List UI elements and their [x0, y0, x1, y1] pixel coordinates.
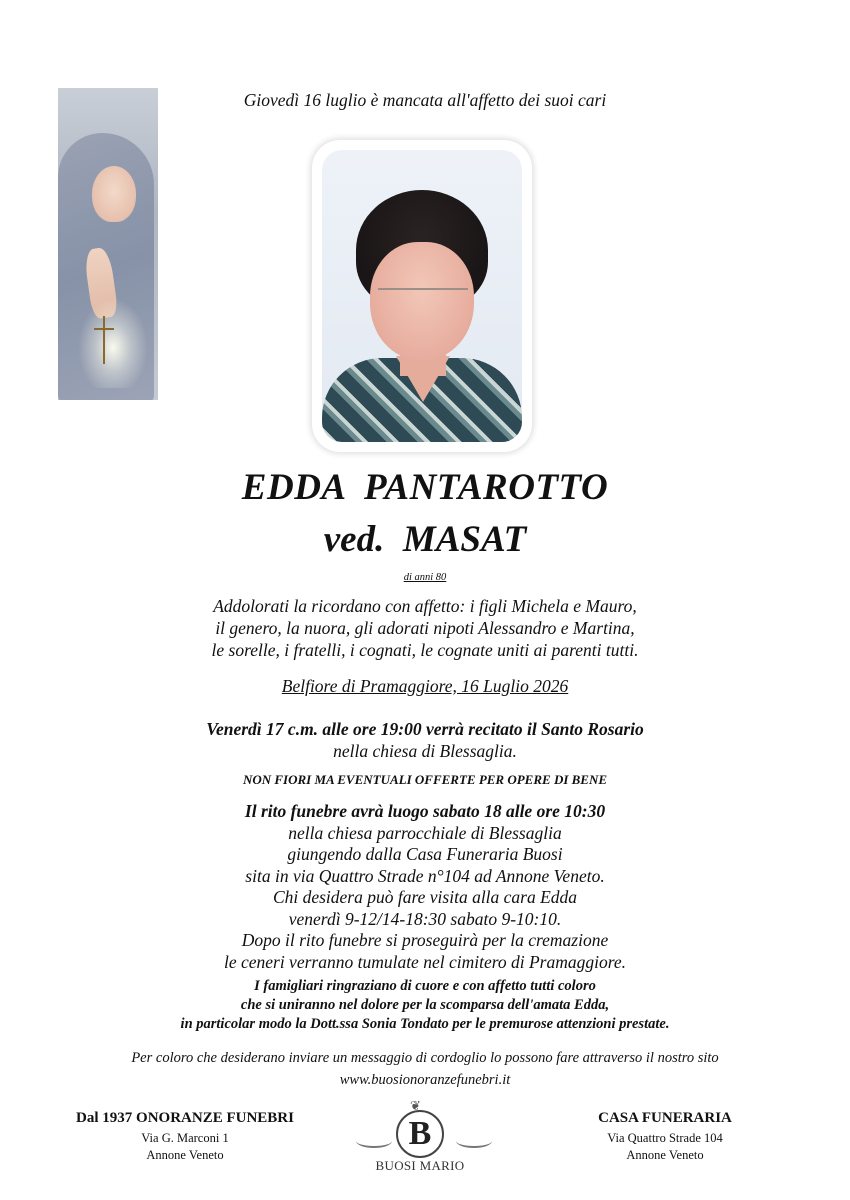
portrait-photo	[312, 140, 532, 452]
footer-left-title: Dal 1937 ONORANZE FUNEBRI	[76, 1110, 294, 1126]
madonna-image	[58, 88, 158, 400]
footer-left-address: Via G. Marconi 1	[141, 1131, 229, 1145]
deceased-married-name: ved. MASAT	[323, 519, 527, 560]
funeral-line: nella chiesa parrocchiale di Blessaglia	[288, 822, 562, 843]
footer-right-address: Via Quattro Strade 104	[607, 1131, 723, 1145]
footer-left	[50, 1110, 320, 1163]
website-link[interactable]: www.buosionoranzefunebri.it	[339, 1072, 511, 1088]
mourners-line: il genero, la nuora, gli adorati nipoti Alessandro e Martina,	[215, 618, 635, 638]
mourners-line: Addolorati la ricordano con affetto: i figli Michela e Mauro,	[213, 596, 637, 616]
footer-right-city: Annone Veneto	[626, 1148, 704, 1162]
condolence-text: Per coloro che desiderano inviare un messaggio di cordoglio lo possono fare attraverso il nostro sito	[131, 1050, 719, 1066]
funeral-block	[0, 801, 850, 973]
intro-text: Giovedì 16 luglio è mancata all'affetto dei suoi cari	[243, 90, 607, 110]
cross-icon	[103, 316, 105, 364]
deceased-name: EDDA PANTAROTTO	[241, 467, 609, 508]
funeral-line: Dopo il rito funebre si proseguirà per la cremazione	[241, 930, 609, 950]
mourners-line: le sorelle, i fratelli, i cognati, le cognate uniti ai parenti tutti.	[211, 640, 639, 660]
funeral-line: giungendo dalla Casa Funeraria Buosi	[287, 844, 563, 864]
mourners-block	[0, 595, 850, 661]
funeral-line: Chi desidera può fare visita alla cara Edda	[272, 887, 578, 907]
thanks-line: I famigliari ringraziano di cuore e con affetto tutti coloro	[254, 978, 596, 994]
funeral-title: Il rito funebre avrà luogo sabato 18 alle ore 10:30	[244, 801, 606, 821]
flowers-notice: NON FIORI MA EVENTUALI OFFERTE PER OPERE DI BENE	[242, 772, 608, 787]
rosary-location: nella chiesa di Blessaglia.	[333, 741, 517, 761]
condolence-block	[0, 1047, 850, 1091]
rosary-block	[0, 718, 850, 762]
footer-left-city: Annone Veneto	[146, 1148, 224, 1162]
logo-letter: B	[396, 1110, 444, 1158]
funeral-line: sita in via Quattro Strade n°104 ad Annone Veneto.	[245, 865, 605, 886]
rosary-line: Venerdì 17 c.m. alle ore 19:00 verrà recitato il Santo Rosario	[206, 719, 644, 739]
flourish-icon: ❦	[410, 1098, 421, 1113]
logo-name: BUOSI MARIO	[375, 1158, 465, 1173]
thanks-line: che si uniranno nel dolore per la scomparsa dell'amata Edda,	[240, 997, 610, 1013]
funeral-line: venerdì 9-12/14-18:30 sabato 9-10:10.	[288, 908, 562, 929]
footer-right-title: CASA FUNERARIA	[598, 1110, 732, 1126]
footer-right	[545, 1110, 785, 1163]
funeral-line: le ceneri verranno tumulate nel cimitero di Pramaggiore.	[223, 951, 627, 972]
place-date: Belfiore di Pramaggiore, 16 Luglio 2026	[281, 676, 569, 696]
age-text: di anni 80	[403, 572, 447, 583]
thanks-line: in particolar modo la Dott.ssa Sonia Tondato per le premurose attenzioni prestate.	[180, 1016, 670, 1032]
thanks-block	[0, 977, 850, 1034]
